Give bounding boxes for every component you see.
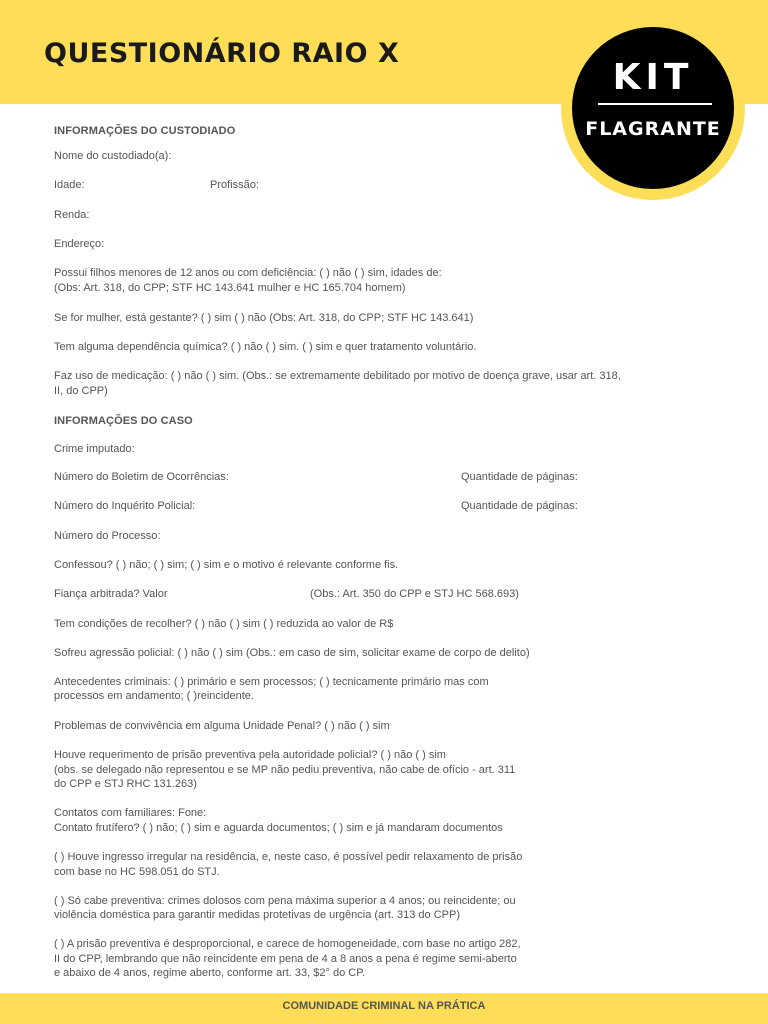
field-antecedentes-line2: processos em andamento; ( )reincidente.: [54, 690, 254, 702]
field-contatos-line1: Contatos com familiares: Fone:: [54, 807, 207, 819]
badge-divider: [598, 103, 712, 105]
kit-flagrante-badge: [572, 27, 734, 189]
field-dependencia: Tem alguma dependência química? ( ) não ( ) sim. ( ) sim e quer tratamento voluntário.: [54, 341, 477, 353]
field-inquerito-paginas: Quantidade de páginas:: [461, 500, 578, 512]
field-ingresso-line1: ( ) Houve ingresso irregular na residência, e, neste caso, é possível pedir relaxamento de prisão: [54, 851, 523, 863]
field-preventiva-line2: (obs. se delegado não representou e se MP não pediu preventiva, não cabe de ofício - art. 311: [54, 764, 516, 776]
field-boletim-paginas: Quantidade de páginas:: [461, 471, 578, 483]
field-convivencia: Problemas de convivência em alguma Unidade Penal? ( ) não ( ) sim: [54, 720, 390, 732]
field-preventiva-line3: do CPP e STJ RHC 131.263): [54, 778, 197, 790]
field-nome: Nome do custodiado(a):: [54, 150, 172, 162]
field-renda: Renda:: [54, 209, 90, 221]
field-cabe-line1: ( ) Só cabe preventiva: crimes dolosos com pena máxima superior a 4 anos; ou reincidente; ou: [54, 895, 516, 907]
field-processo: Número do Processo:: [54, 530, 161, 542]
field-desprop-line2: II do CPP, lembrando que não reincidente em pena de 4 a 8 anos a pena é regime semi-aberto: [54, 953, 517, 965]
field-antecedentes-line1: Antecedentes criminais: ( ) primário e sem processos; ( ) tecnicamente primário mas com: [54, 676, 489, 688]
page-title: QUESTIONÁRIO RAIO X: [44, 38, 400, 69]
section-heading-caso: INFORMAÇÕES DO CASO: [54, 415, 193, 427]
field-recolher: Tem condições de recolher? ( ) não ( ) sim ( ) reduzida ao valor de R$: [54, 618, 394, 630]
field-profissao: Profissão:: [210, 179, 259, 191]
field-filhos-line2: (Obs: Art. 318, do CPP; STF HC 143.641 mulher e HC 165.704 homem): [54, 282, 406, 294]
field-desprop-line1: ( ) A prisão preventiva é desproporcional, e carece de homogeneidade, com base no artigo 282,: [54, 938, 521, 950]
field-ingresso-line2: com base no HC 598.051 do STJ.: [54, 866, 220, 878]
section-heading-custodiado: INFORMAÇÕES DO CUSTODIADO: [54, 125, 236, 137]
footer-band: [0, 993, 768, 1024]
field-fianca: Fiança arbitrada? Valor: [54, 588, 168, 600]
field-medicacao-line2: II, do CPP): [54, 385, 108, 397]
footer-text: COMUNIDADE CRIMINAL NA PRÁTICA: [282, 1000, 486, 1012]
field-boletim: Número do Boletim de Ocorrências:: [54, 471, 229, 483]
field-crime: Crime imputado:: [54, 443, 135, 455]
field-idade: Idade:: [54, 179, 85, 191]
field-fianca-obs: (Obs.: Art. 350 do CPP e STJ HC 568.693): [310, 588, 519, 600]
field-cabe-line2: violência doméstica para garantir medidas protetivas de urgência (art. 313 do CPP): [54, 909, 460, 921]
field-agressao: Sofreu agressão policial: ( ) não ( ) sim (Obs.: em caso de sim, solicitar exame de corpo de delito): [54, 647, 530, 659]
field-medicacao-line1: Faz uso de medicação: ( ) não ( ) sim. (Obs.: se extremamente debilitado por motivo de doença grave, usar art. 318,: [54, 370, 621, 382]
field-gestante: Se for mulher, está gestante? ( ) sim ( ) não (Obs: Art. 318, do CPP; STF HC 143.641): [54, 312, 474, 324]
field-confessou: Confessou? ( ) não; ( ) sim; ( ) sim e o motivo é relevante conforme fis.: [54, 559, 399, 571]
field-inquerito: Número do Inquérito Policial:: [54, 500, 196, 512]
field-desprop-line3: e abaixo de 4 anos, regime aberto, conforme art. 33, $2° do CP.: [54, 967, 366, 979]
badge-flagrante-text: FLAGRANTE: [585, 118, 721, 140]
badge-kit-text: KIT: [612, 57, 694, 98]
field-endereco: Endereço:: [54, 238, 105, 250]
field-preventiva-line1: Houve requerimento de prisão preventiva pela autoridade policial? ( ) não ( ) sim: [54, 749, 446, 761]
field-filhos-line1: Possui filhos menores de 12 anos ou com deficiência: ( ) não ( ) sim, idades de:: [54, 267, 442, 279]
field-contatos-line2: Contato frutífero? ( ) não; ( ) sim e aguarda documentos; ( ) sim e já mandaram documentos: [54, 822, 503, 834]
